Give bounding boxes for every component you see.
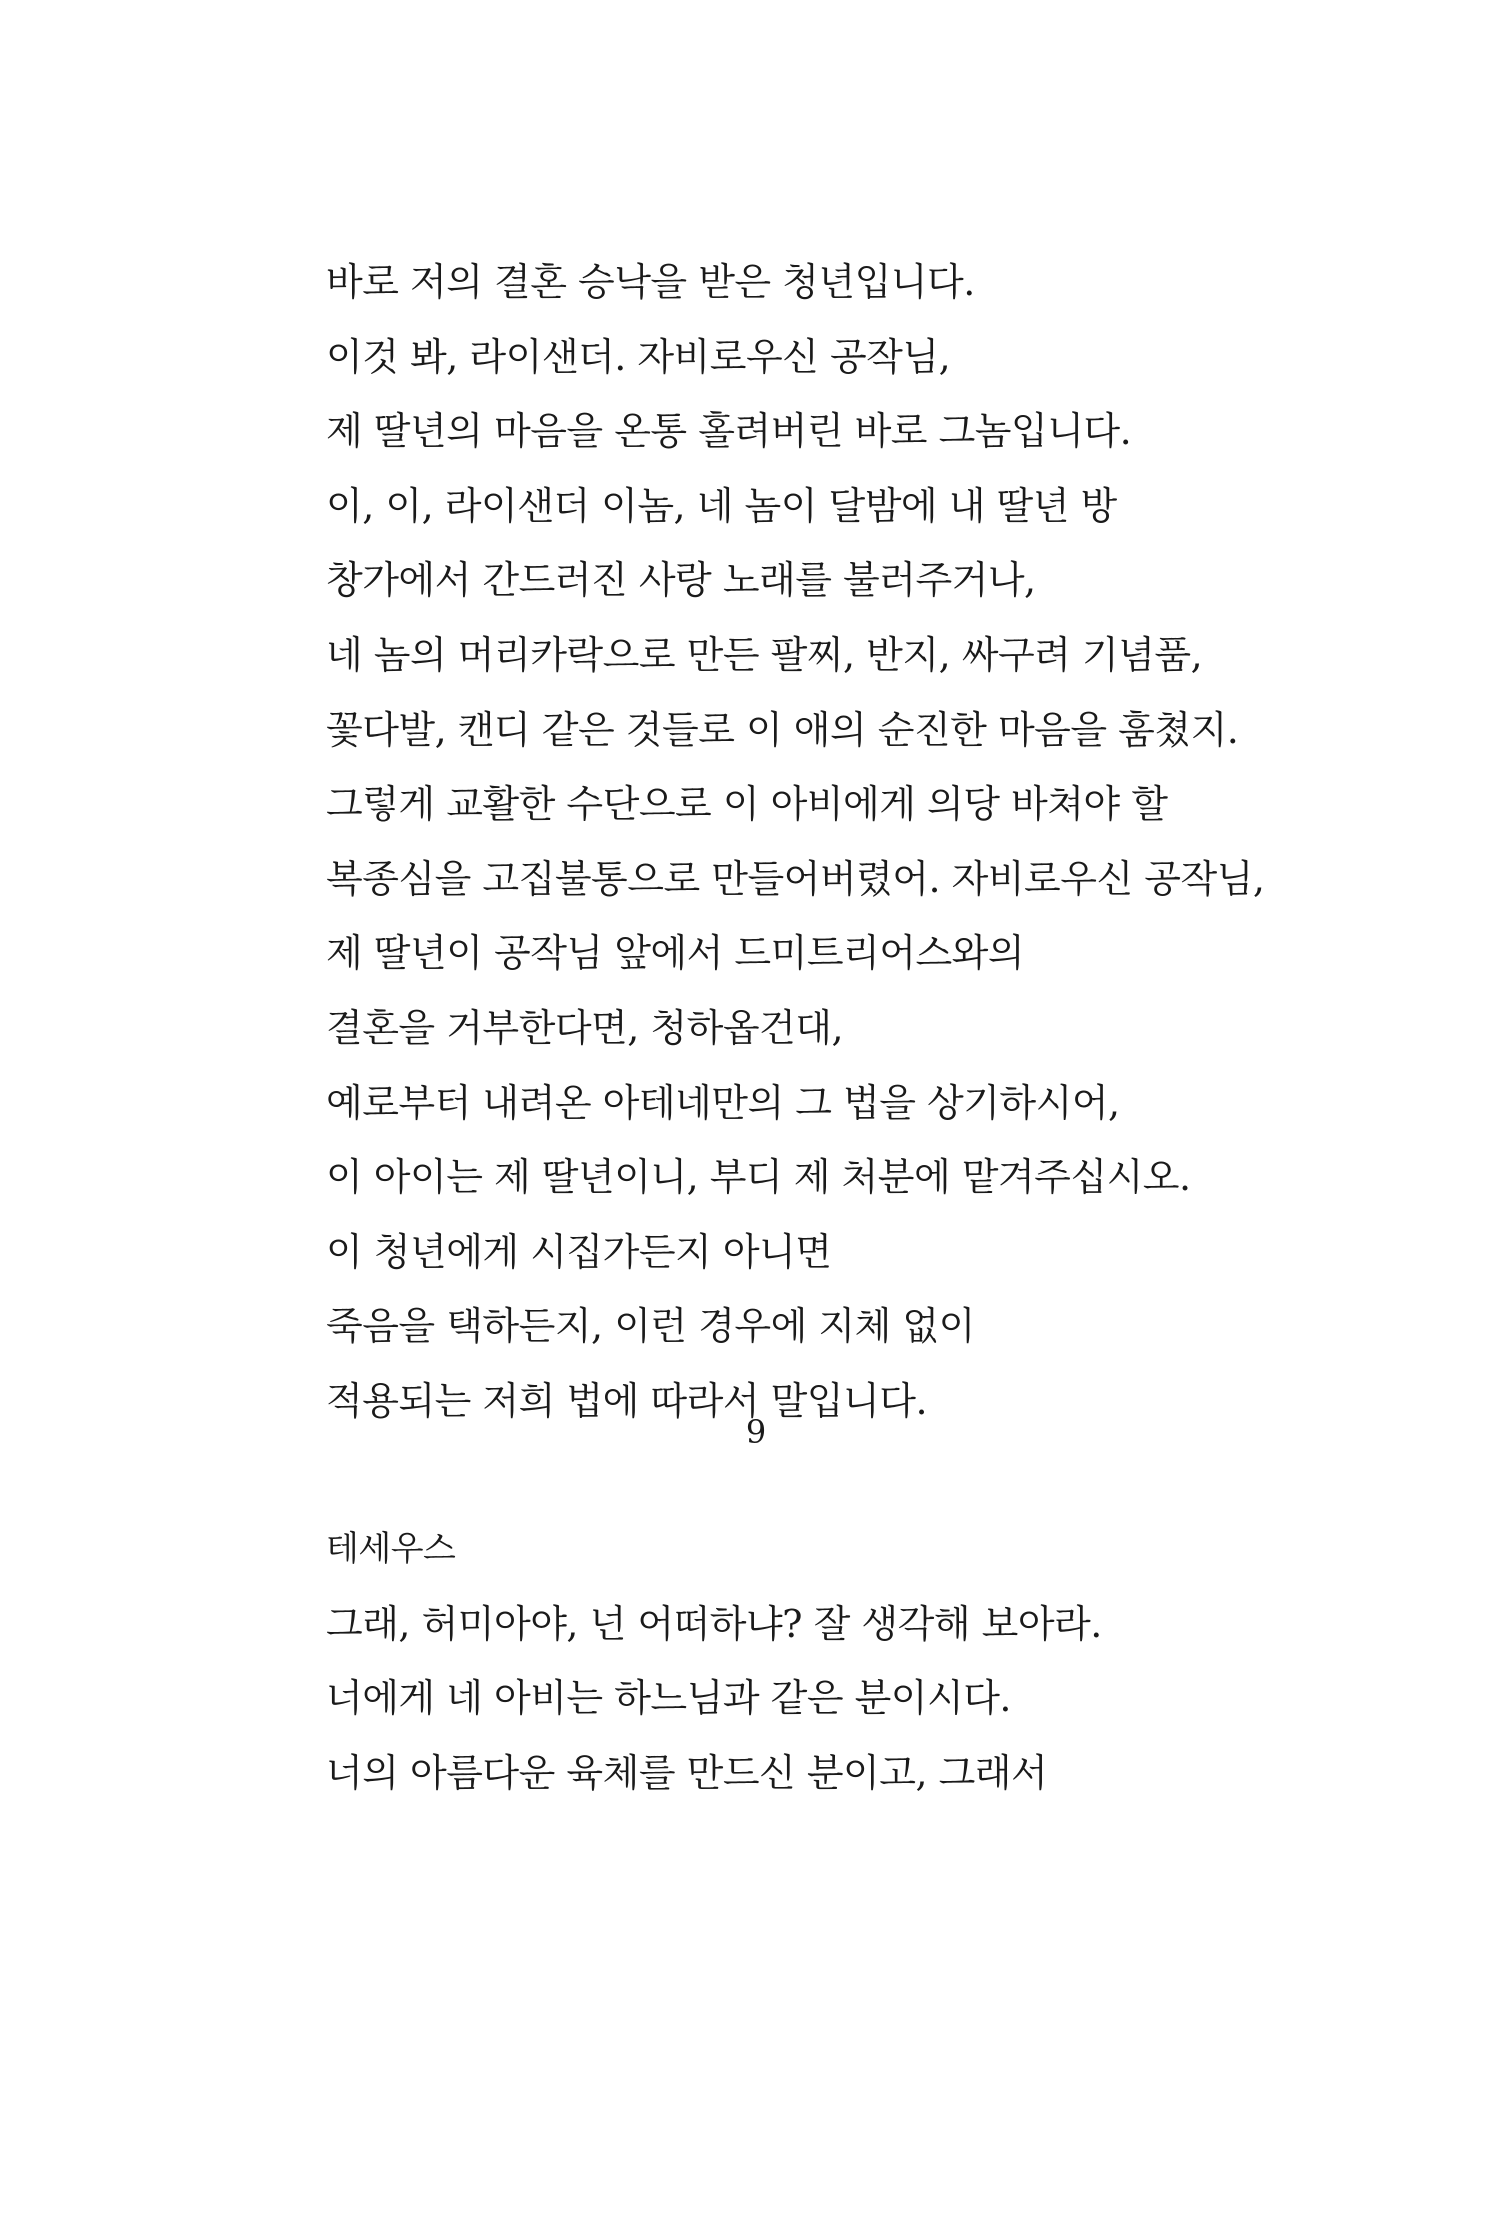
text-line: 제 딸년의 마음을 온통 홀려버린 바로 그놈입니다. bbox=[326, 409, 1132, 454]
speech-passage-1 bbox=[326, 245, 1386, 1439]
text-line: 창가에서 간드러진 사랑 노래를 불러주거나, bbox=[326, 558, 1036, 603]
text-line: 제 딸년이 공작님 앞에서 드미트리어스와의 bbox=[326, 931, 1025, 976]
text-line: 그렇게 교활한 수단으로 이 아비에게 의당 바쳐야 할 bbox=[326, 782, 1168, 827]
text-line: 꽃다발, 캔디 같은 것들로 이 애의 순진한 마음을 훔쳤지. bbox=[326, 707, 1239, 752]
speech-passage-2 bbox=[326, 1512, 1386, 1810]
text-line: 이 청년에게 시집가든지 아니면 bbox=[326, 1229, 832, 1274]
text-line: 이것 봐, 라이샌더. 자비로우신 공작님, bbox=[326, 334, 951, 379]
text-line: 복종심을 고집불통으로 만들어버렸어. 자비로우신 공작님, bbox=[326, 856, 1265, 901]
text-line: 적용되는 저희 법에 따라서 말입니다. bbox=[326, 1378, 928, 1423]
text-line: 너에게 네 아비는 하느님과 같은 분이시다. bbox=[326, 1676, 1012, 1721]
text-line: 바로 저의 결혼 승낙을 받은 청년입니다. bbox=[326, 260, 975, 304]
text-line: 죽음을 택하든지, 이런 경우에 지체 없이 bbox=[326, 1304, 975, 1349]
page-number bbox=[0, 1413, 1512, 1451]
text-line: 예로부터 내려온 아테네만의 그 법을 상기하시어, bbox=[326, 1080, 1120, 1125]
text-line: 그래, 허미아야, 넌 어떠하냐? 잘 생각해 보아라. bbox=[326, 1601, 1102, 1646]
text-line: 이, 이, 라이샌더 이놈, 네 놈이 달밤에 내 딸년 방 bbox=[326, 483, 1117, 528]
text-line: 이 아이는 제 딸년이니, 부디 제 처분에 맡겨주십시오. bbox=[326, 1155, 1191, 1200]
text-line: 너의 아름다운 육체를 만드신 분이고, 그래서 bbox=[326, 1750, 1048, 1795]
page-number-text: 9 bbox=[745, 1413, 767, 1451]
text-line: 네 놈의 머리카락으로 만든 팔찌, 반지, 싸구려 기념품, bbox=[326, 632, 1203, 677]
speaker-name: 테세우스 bbox=[326, 1529, 456, 1569]
text-line: 결혼을 거부한다면, 청하옵건대, bbox=[326, 1005, 844, 1050]
